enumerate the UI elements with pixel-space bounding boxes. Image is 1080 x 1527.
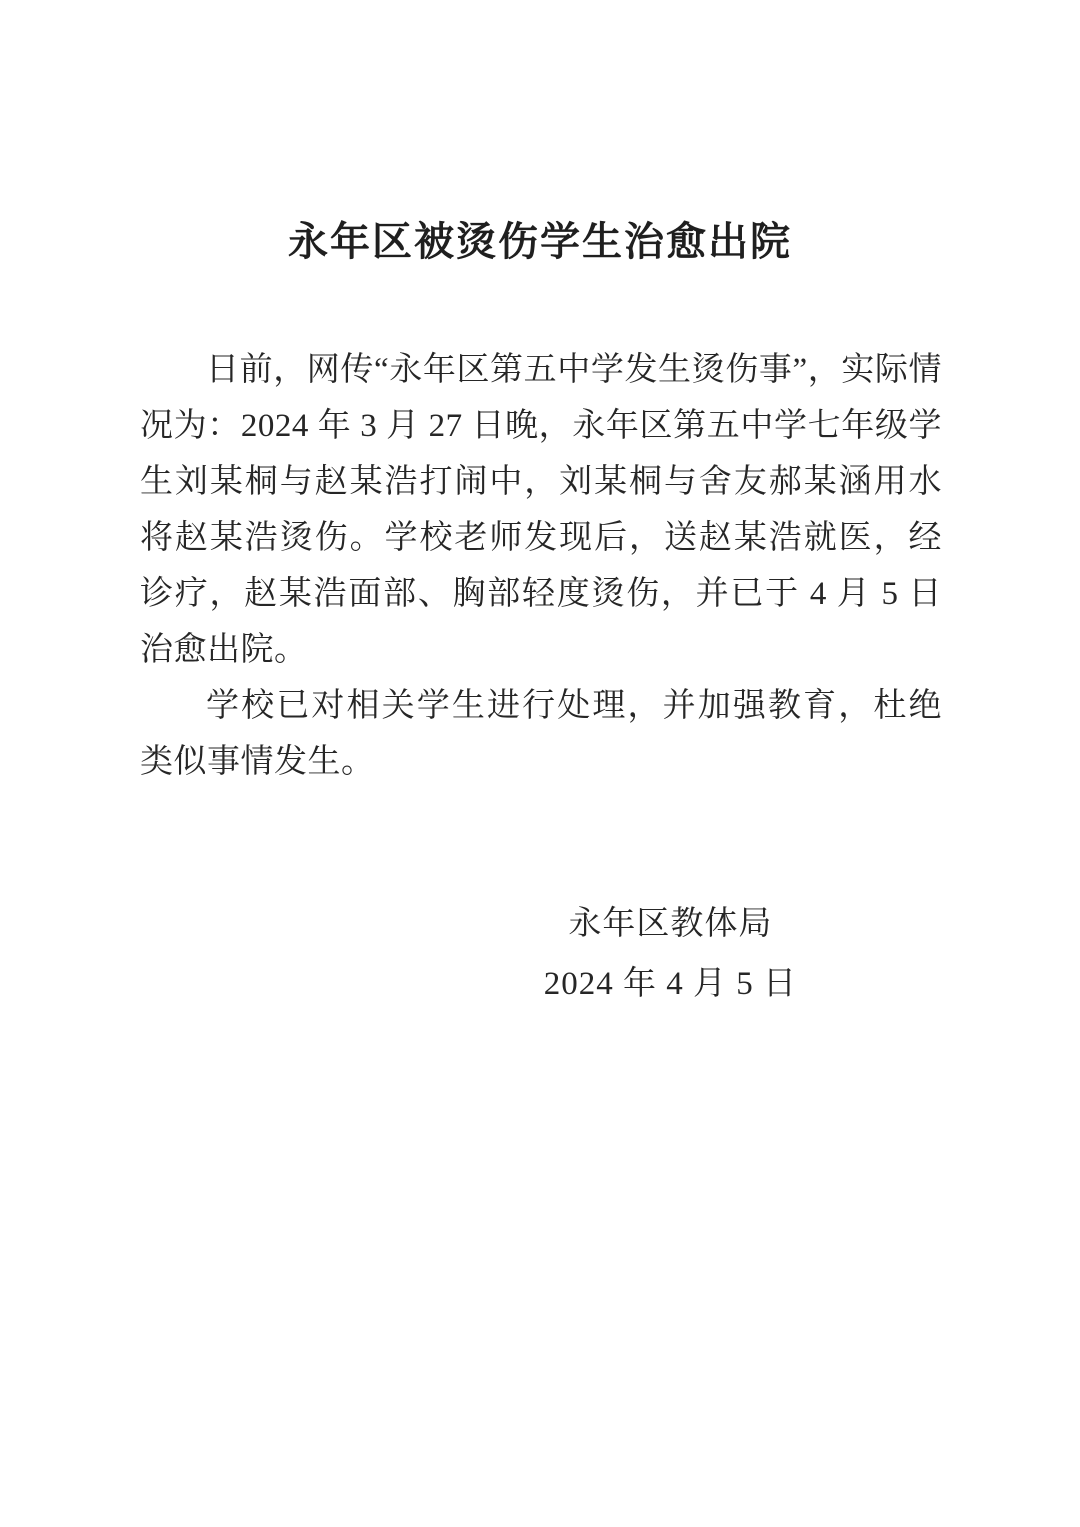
signature-organization: 永年区教体局	[568, 906, 773, 942]
signature-block	[544, 894, 797, 1014]
document-title: 永年区被烫伤学生治愈出院	[288, 219, 792, 264]
paragraph-school-response: 学校已对相关学生进行处理，并加强教育，杜绝类似事情发生。	[140, 688, 942, 780]
signature-date: 2024 年 4 月 5 日	[543, 966, 797, 1002]
paragraph-incident-details: 日前，网传“永年区第五中学发生烫伤事”，实际情况为：2024 年 3 月 27 日晚，永年区第五中学七年级学生刘某桐与赵某浩打闹中，刘某桐与舍友郝某涵用水将赵某浩烫伤。学校老师发现后，送赵某浩就医，经诊疗，赵某浩面部、胸部轻度烫伤，并已于 4 月 5 日治愈出院。	[140, 352, 943, 668]
document-body	[140, 342, 942, 790]
